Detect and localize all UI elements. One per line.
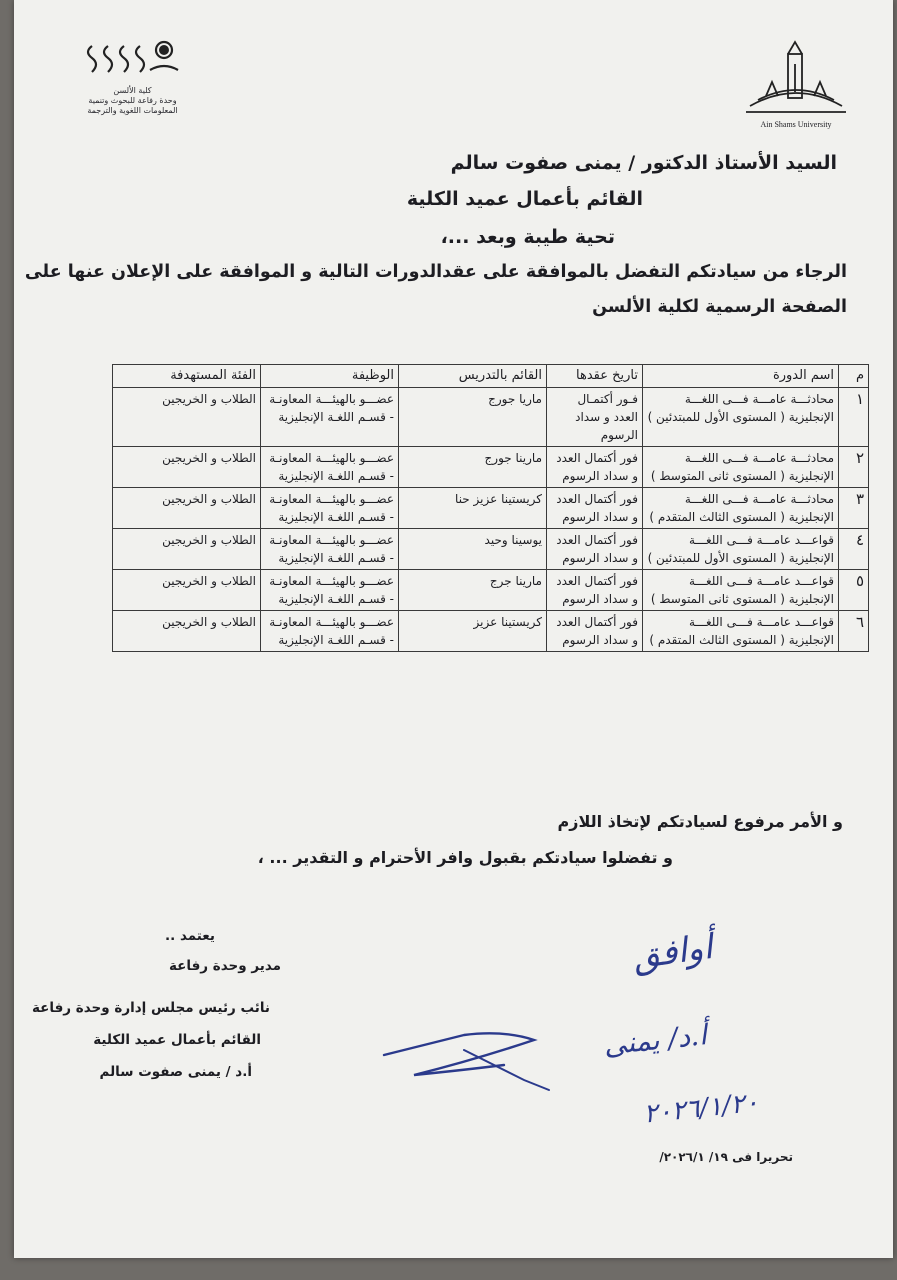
university-logo [736,40,856,129]
target-group: الطلاب و الخريجين [113,529,261,570]
university-logo-caption: Ain Shams University [760,120,832,129]
handwritten-date: ٢٠٢٦/١/٢٠ [642,1087,761,1130]
row-number: ٦ [839,611,869,652]
instructor: مارينا جرج [399,570,547,611]
greeting: تحية طيبة وبعد ...، [440,226,615,248]
course-date: فور أكتمال العدد و سداد الرسوم [547,447,643,488]
table-row [113,529,869,570]
row-number: ٤ [839,529,869,570]
target-group: الطلاب و الخريجين [113,388,261,447]
course-name: قواعـــد عامـــة فـــى اللغـــة الإنجليزية ( المستوى الأول للمبتدئين ) [643,529,839,570]
course-name: قواعـــد عامـــة فـــى اللغـــة الإنجليزية ( المستوى ثانى المتوسط ) [643,570,839,611]
row-number: ٣ [839,488,869,529]
closing-line-1: و الأمر مرفوع لسيادتكم لإتخاذ اللازم [557,812,843,831]
col-header-number: م [839,365,869,388]
row-number: ٢ [839,447,869,488]
approve-label: يعتمد .. [164,928,215,944]
addressee-title: القائم بأعمال عميد الكلية [406,188,643,210]
instructor: ماريا جورج [399,388,547,447]
course-date: فـور أكتمـال العدد و سداد الرسوم [547,388,643,447]
col-header-instructor: القائم بالتدريس [399,365,547,388]
unit-director: مدير وحدة رفاعة [168,958,281,974]
col-header-job: الوظيفة [261,365,399,388]
job-title: عضـــو بالهيئـــة المعاونـة - قسـم اللغـة الإنجليزية [261,570,399,611]
courses-table [112,364,869,652]
table-row [113,611,869,652]
course-date: فور أكتمال العدد و سداد الرسوم [547,488,643,529]
faculty-logo-mark [78,36,188,86]
job-title: عضـــو بالهيئـــة المعاونـة - قسـم اللغـة الإنجليزية [261,447,399,488]
course-date: فور أكتمال العدد و سداد الرسوم [547,529,643,570]
handwritten-signature [354,926,761,1150]
job-title: عضـــو بالهيئـــة المعاونـة - قسـم اللغـة الإنجليزية [261,488,399,529]
faculty-logo [70,36,195,116]
target-group: الطلاب و الخريجين [113,611,261,652]
signatory-name: أ.د / يمنى صفوت سالم [99,1064,252,1080]
addressee: السيد الأستاذ الدكتور / يمنى صفوت سالم [450,152,837,174]
course-name: محادثـــة عامـــة فـــى اللغـــة الإنجليزية ( المستوى ثانى المتوسط ) [643,447,839,488]
row-number: ٥ [839,570,869,611]
job-title: عضـــو بالهيئـــة المعاونـة - قسـم اللغـة الإنجليزية [261,388,399,447]
document-page [14,0,893,1258]
course-name: محادثـــة عامـــة فـــى اللغـــة الإنجليزية ( المستوى الثالث المتقدم ) [643,488,839,529]
target-group: الطلاب و الخريجين [113,570,261,611]
faculty-logo-line3: المعلومات اللغوية والترجمة [87,106,178,115]
issue-date: تحريرا فى ١٩/ ٢٠٢٦/١/ [659,1150,793,1164]
course-date: فور أكتمال العدد و سداد الرسوم [547,611,643,652]
table-row [113,488,869,529]
handwritten-initials: أ.د/ يمنى [602,1018,709,1062]
instructor: كريستينا عزيز حنا [399,488,547,529]
handwritten-approval: أوافق [630,926,716,978]
job-title: عضـــو بالهيئـــة المعاونـة - قسـم اللغـة الإنجليزية [261,611,399,652]
table-row [113,570,869,611]
job-title: عضـــو بالهيئـــة المعاونـة - قسـم اللغـة الإنجليزية [261,529,399,570]
course-name: قواعـــد عامـــة فـــى اللغـــة الإنجليزية ( المستوى الثالث المتقدم ) [643,611,839,652]
table-row [113,447,869,488]
target-group: الطلاب و الخريجين [113,488,261,529]
table-header-row [113,365,869,388]
university-emblem [736,40,856,118]
col-header-date: تاريخ عقدها [547,365,643,388]
instructor: يوسينا وحيد [399,529,547,570]
col-header-course: اسم الدورة [643,365,839,388]
body-line-2: الصفحة الرسمية لكلية الألسن [592,297,847,317]
faculty-logo-line1: كلية الألسن [113,86,152,95]
course-name: محادثـــة عامـــة فـــى اللغـــة الإنجليزية ( المستوى الأول للمبتدئين ) [643,388,839,447]
course-date: فور أكتمال العدد و سداد الرسوم [547,570,643,611]
target-group: الطلاب و الخريجين [113,447,261,488]
closing-line-2: و تفضلوا سيادتكم بقبول وافر الأحترام و التقدير ... ، [257,848,673,867]
faculty-logo-line2: وحدة رفاعة للبحوث وتنمية [88,96,177,105]
table-row [113,388,869,447]
col-header-target: الفئة المستهدفة [113,365,261,388]
body-line-1: الرجاء من سيادتكم التفضل بالموافقة على عقدالدورات التالية و الموافقة على الإعلان عنها على [24,262,847,282]
acting-dean: القائم بأعمال عميد الكلية [93,1032,261,1048]
instructor: كريستينا عزيز [399,611,547,652]
row-number: ١ [839,388,869,447]
deputy-chair: نائب رئيس مجلس إدارة وحدة رفاعة [31,1000,270,1016]
instructor: مارينا جورج [399,447,547,488]
